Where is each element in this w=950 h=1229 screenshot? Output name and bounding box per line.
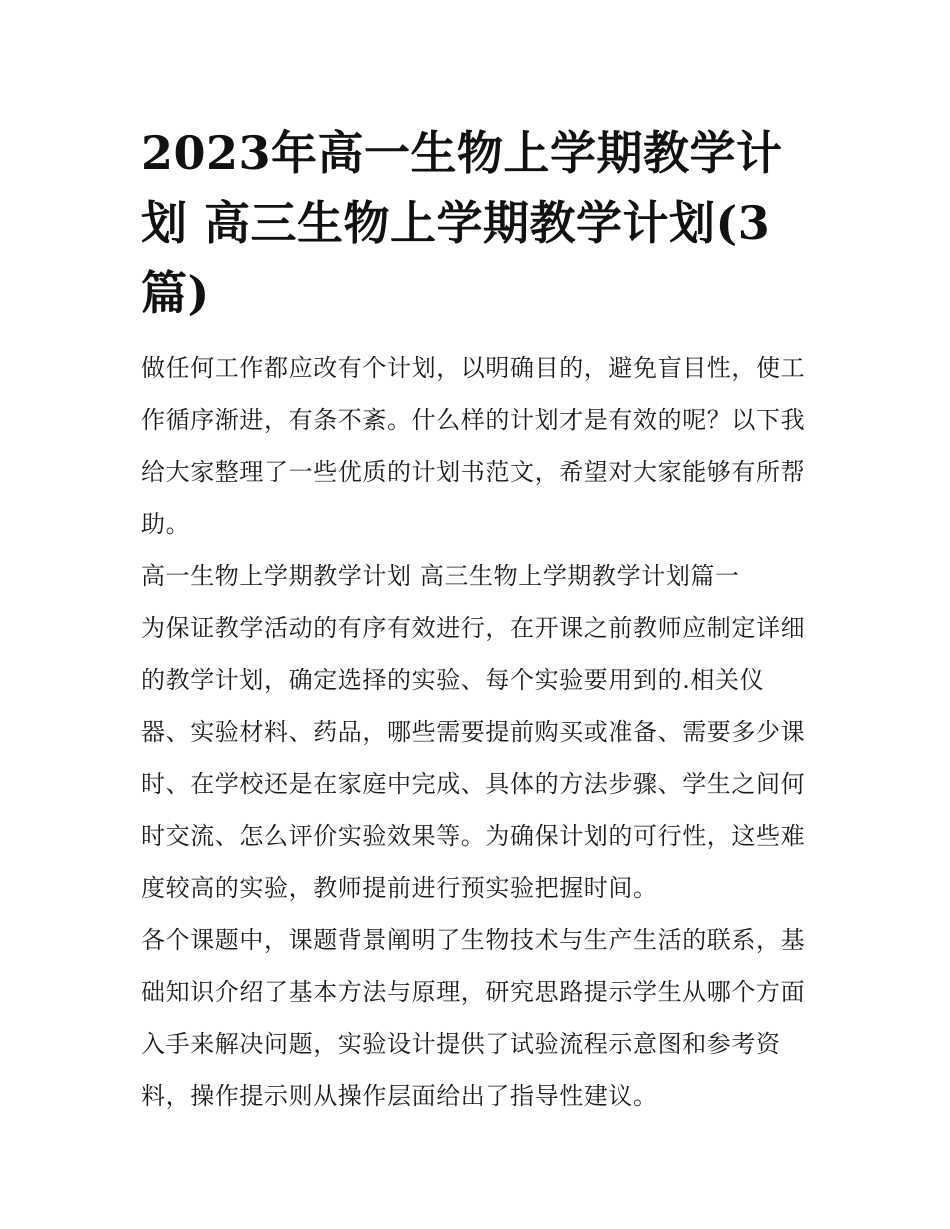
document-title: 2023年高一生物上学期教学计划 高三生物上学期教学计划(3篇): [141, 126, 783, 320]
body-paragraph: 为保证教学活动的有序有效进行，在开课之前教师应制定详细的教学计划，确定选择的实验、每个实验要用到的.相关仪器、实验材料、药品，哪些需要提前购买或准备、需要多少课时、在学校还是在家庭中完成、具体的方法步骤、学生之间何时交流、怎么评价实验效果等。为确保计划的可行性，这些难度较高的实验，教师提前进行预实验把握时间。: [141, 614, 806, 902]
section-heading: 高一生物上学期教学计划 高三生物上学期教学计划篇一: [141, 562, 740, 590]
document-body: [141, 118, 813, 1122]
body-paragraph: 各个课题中，课题背景阐明了生物技术与生产生活的联系，基础知识介绍了基本方法与原理，研究思路提示学生从哪个方面入手来解决问题，实验设计提供了试验流程示意图和参考资料，操作提示则从操作层面给出了指导性建议。: [141, 926, 806, 1110]
intro-paragraph: 做任何工作都应改有个计划，以明确目的，避免盲目性，使工作循序渐进，有条不紊。什么样的计划才是有效的呢？以下我给大家整理了一些优质的计划书范文，希望对大家能够有所帮助。: [141, 354, 806, 538]
